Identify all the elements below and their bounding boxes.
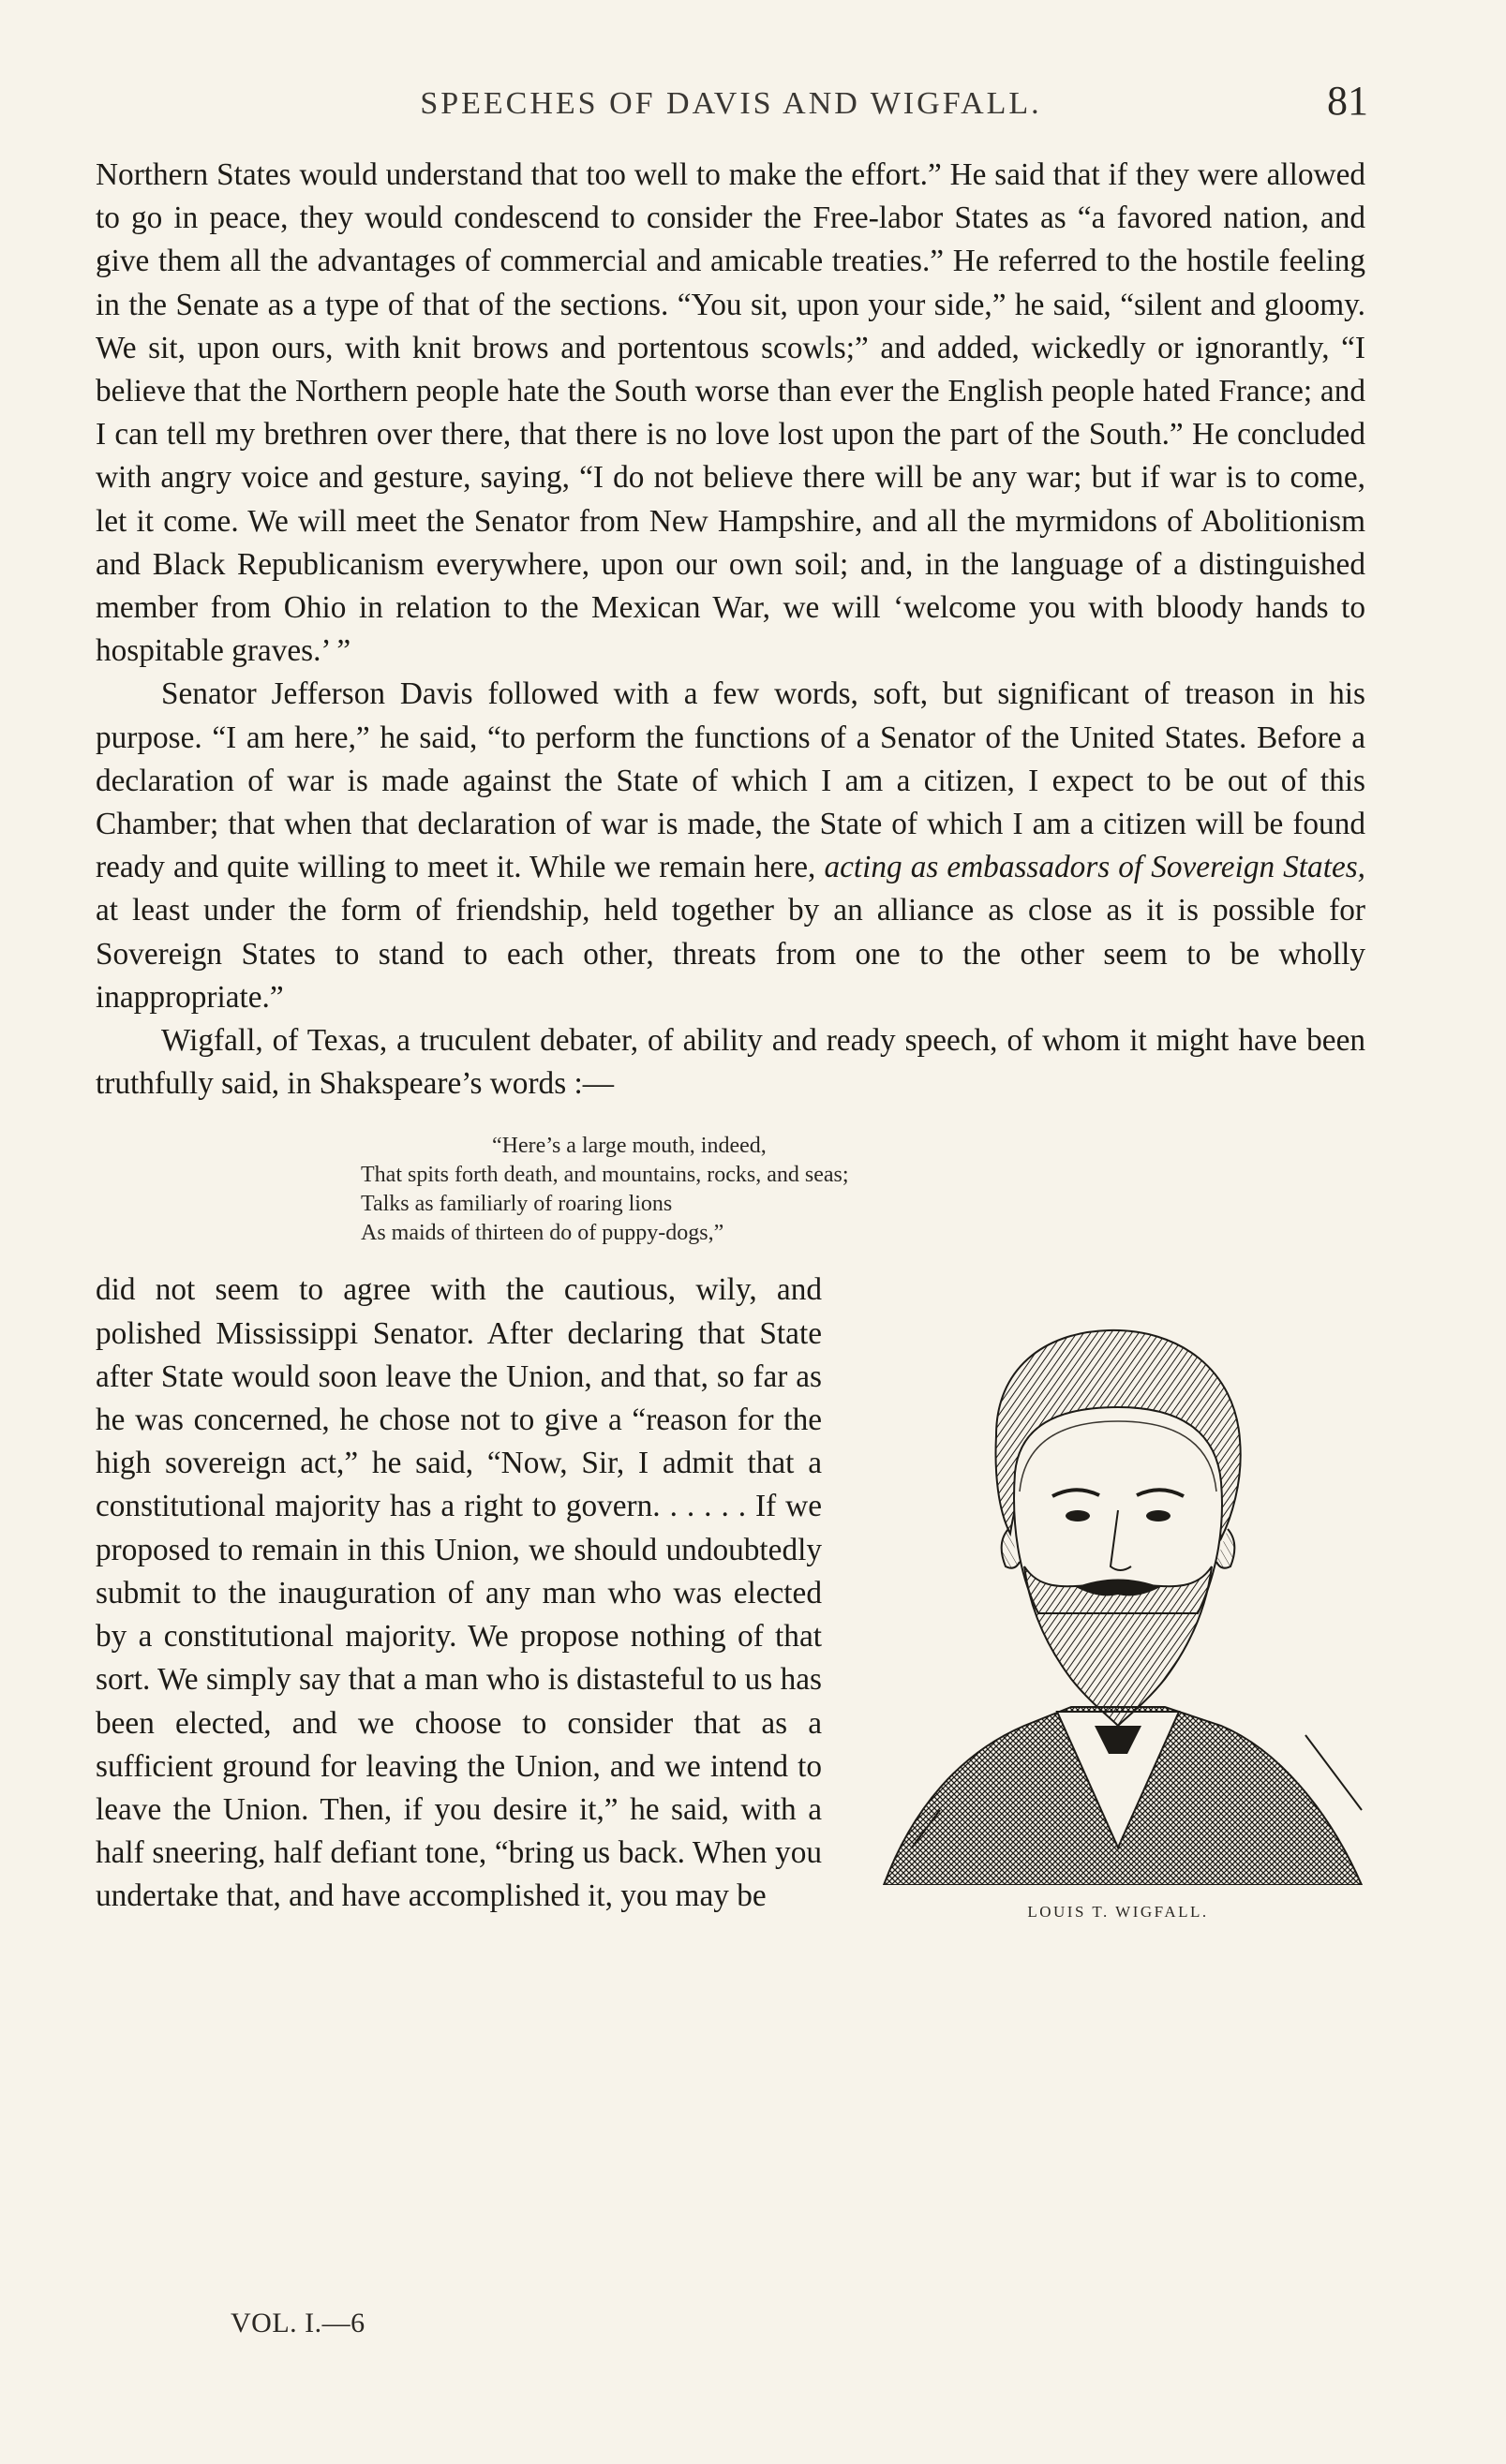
running-title: SPEECHES OF DAVIS AND WIGFALL. [420, 86, 1042, 121]
page-number: 81 [1327, 78, 1368, 124]
paragraph-4: did not seem to agree with the cautious, wily, and polished Mississippi Senator. After declaring that State after State would soon leave the Union, and that, so far as he was concerned, he chose not to give a “reason for the high sovereign act,” he said, “Now, Sir, I admit that a constitutional majority has a right to govern. . . . . . If we proposed to remain in this Union, we should undoubtedly submit to the inauguration of any man who was elected by a constitutional majority. We propose nothing of that sort. We simply say that a man who is distasteful to us has been elected, and we choose to consider that as a sufficient ground for leaving the Union, and we intend to leave the Union. Then, if you desire it,” he said, with a half sneering, half defiant tone, “bring us back. When you undertake that, and have accomplished it, you may be [96, 1272, 822, 1914]
portrait-engraving [856, 1285, 1380, 1885]
verse-quotation [96, 1132, 1365, 1248]
verse-line: Talks as familiarly of roaring lions [361, 1192, 673, 1217]
portrait-caption: LOUIS T. WIGFALL. [1027, 1903, 1209, 1922]
paragraph-2-italic: acting as embassadors of Sovereign States, [824, 850, 1366, 885]
portrait-figure [856, 1285, 1380, 1956]
paragraph-1: Northern States would understand that too well to make the effort.” He said that if they were allowed to go in peace, they would condescend to consider the Free-labor States as “a favored nation, and give them all the advantages of commercial and amicable treaties.” He referred to the hostile feeling in the Senate as a type of that of the sections. “You sit, upon your side,” he said, “silent and gloomy. We sit, upon ours, with knit brows and portentous scowls;” and added, wickedly or ignorantly, “I believe that the Northern people hate the South worse than ever the English people hated France; and I can tell my brethren over there, that there is no love lost upon the part of the South.” He concluded with angry voice and gesture, saying, “I do not believe there will be any war; but if war is to come, let it come. We will meet the Senator from New Hampshire, and all the myrmidons of Abolitionism and Black Republicanism everywhere, upon our own soil; and, in the language of a distinguished member from Ohio in relation to the Mexican War, we will ‘welcome you with bloody hands to hospitable graves.’ ” [96, 157, 1365, 669]
verse-line: As maids of thirteen do of puppy-dogs,” [361, 1221, 724, 1246]
body-text [96, 154, 1365, 1956]
paragraph-2 [96, 673, 1365, 1019]
paragraph-3: Wigfall, of Texas, a truculent debater, of ability and ready speech, of whom it might have been truthfully said, in Shakspeare’s words :— [96, 1023, 1365, 1102]
paragraph-2-start: Senator Jefferson Davis followed with a few words, soft, but significant of treason in his purpose. “I am here,” he said, “to perform the functions of a Senator of the United States. Before a declaration of war is made against the State of which I am a citizen, I expect to be out of this Chamber; that when that declaration of war is made, the State of which I am a citizen will be found ready and quite willing to meet it. While we remain here, [96, 676, 1365, 885]
verse-line: “Here’s a large mouth, indeed, [492, 1134, 767, 1159]
verse-line: That spits forth death, and mountains, rocks, and seas; [361, 1163, 849, 1188]
running-head [94, 78, 1368, 139]
paragraph-2-end: at least under the form of friendship, held together by an alliance as close as it is possible for Sovereign States to stand to each other, threats from one to the other seem to be wholly inappropriate.” [96, 893, 1365, 1015]
volume-signature: VOL. I.—6 [231, 2308, 365, 2338]
